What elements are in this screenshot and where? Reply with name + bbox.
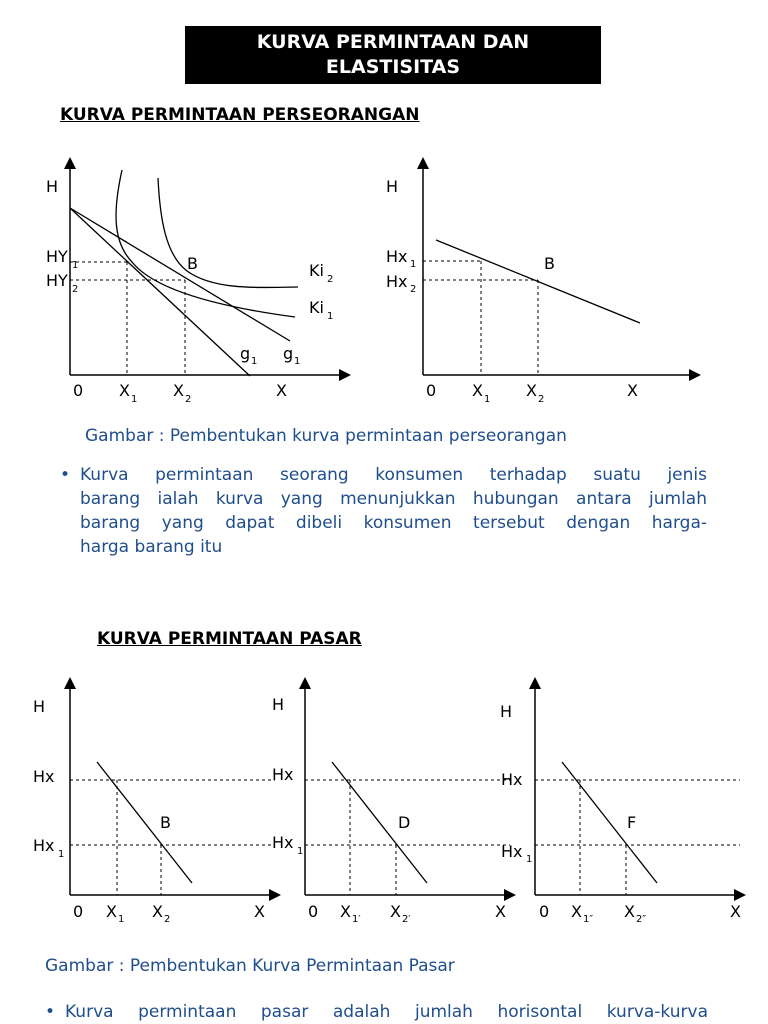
graph5-hx1-label: Hx xyxy=(501,842,523,861)
section2-caption: Gambar : Pembentukan Kurva Permintaan Pasar xyxy=(45,956,455,976)
graph2-hx2-sub: 2 xyxy=(410,284,417,295)
graph5 xyxy=(500,683,741,925)
graph3 xyxy=(33,683,275,925)
section1-bullet-line-1: Kurva permintaan seorang konsumen terhadap suatu jenis xyxy=(80,465,707,485)
graph3-x-label: X xyxy=(254,902,265,921)
graph5-point-f: F xyxy=(627,813,637,832)
section1-bullet-line-3: barang yang dapat dibeli konsumen tersebut dengan harga- xyxy=(80,513,707,533)
graph2-hx1-label: Hx xyxy=(386,247,408,266)
graph3-x1-sub: 1 xyxy=(118,914,125,925)
graph1-x2-sub: 2 xyxy=(185,394,192,405)
graph4-x1-sub: 1′ xyxy=(352,914,361,925)
graph4-hx1-sub: 1 xyxy=(297,846,304,857)
graph3-y-label: H xyxy=(33,697,46,716)
section1-bullet xyxy=(60,463,707,559)
graph2 xyxy=(386,163,695,405)
graph2-point-b: B xyxy=(544,254,555,273)
graph2-x2-label: X xyxy=(526,381,537,400)
graph1-origin: 0 xyxy=(73,381,84,400)
graph5-x2-sub: 2″ xyxy=(636,914,647,925)
graph5-origin: 0 xyxy=(539,902,550,921)
graph2-x1-label: X xyxy=(472,381,483,400)
section1-heading: KURVA PERMINTAAN PERSEORANGAN xyxy=(60,105,420,125)
graph1-indifference-ki1 xyxy=(116,170,295,317)
graph5-x-label: X xyxy=(730,902,741,921)
title-line-2: ELASTISITAS xyxy=(325,56,461,78)
graph1-indifference-ki2 xyxy=(158,178,298,287)
graph3-x1-label: X xyxy=(106,902,117,921)
bullet-dot-icon: • xyxy=(60,465,71,485)
graph2-x2-sub: 2 xyxy=(538,394,545,405)
title-line-1: KURVA PERMINTAAN DAN xyxy=(256,31,530,53)
graph1-g1b-label: g xyxy=(283,344,294,363)
graph3-x2-sub: 2 xyxy=(164,914,171,925)
graph3-hx1-sub: 1 xyxy=(58,849,65,860)
graph4-x2-label: X xyxy=(390,902,401,921)
section2-bullet xyxy=(45,1000,708,1024)
graph1-x-label: X xyxy=(276,381,287,400)
graph4 xyxy=(272,683,513,925)
graph5-hx-label: Hx xyxy=(501,770,523,789)
graph4-y-label: H xyxy=(272,695,285,714)
graph1-hy1-label: HY xyxy=(46,247,68,266)
graph3-hx1-label: Hx xyxy=(33,836,55,855)
graph1-ki2-sub: 2 xyxy=(327,274,334,285)
section2-bullet-line-1: Kurva permintaan pasar adalah jumlah horisontal kurva-kurva xyxy=(65,1002,708,1022)
graph4-hx1-label: Hx xyxy=(272,833,294,852)
graph2-x1-sub: 1 xyxy=(484,394,491,405)
graph2-y-label: H xyxy=(386,177,399,196)
graph3-origin: 0 xyxy=(73,902,84,921)
graph1-budget-line-1 xyxy=(70,208,250,376)
graph5-x2-label: X xyxy=(624,902,635,921)
graph2-hx1-sub: 1 xyxy=(410,259,417,270)
section1-caption: Gambar : Pembentukan kurva permintaan perseorangan xyxy=(85,426,567,446)
graph1-x1-label: X xyxy=(119,381,130,400)
section1-bullet-line-2: barang ialah kurva yang menunjukkan hubungan antara jumlah xyxy=(80,489,707,509)
graph4-origin: 0 xyxy=(308,902,319,921)
graph1-budget-line-2 xyxy=(70,208,290,341)
graph4-x2-sub: 2′ xyxy=(402,914,411,925)
graph1-hy1-sub: 1 xyxy=(72,260,79,271)
graph1-g1a-label: g xyxy=(240,344,251,363)
graph2-x-label: X xyxy=(627,381,638,400)
graph1-point-b: B xyxy=(187,254,198,273)
graph2-origin: 0 xyxy=(426,381,437,400)
graph1-ki2-label: Ki xyxy=(309,261,324,280)
section1-bullet-line-4: harga barang itu xyxy=(80,537,223,557)
graph1-hy2-label: HY xyxy=(46,271,68,290)
bullet-dot-icon: • xyxy=(45,1002,56,1022)
graph2-hx2-label: Hx xyxy=(386,272,408,291)
section2-heading: KURVA PERMINTAAN PASAR xyxy=(97,629,362,649)
graph4-x-label: X xyxy=(495,902,506,921)
graph1-x2-label: X xyxy=(173,381,184,400)
graph5-x1-label: X xyxy=(571,902,582,921)
graph4-hx-label: Hx xyxy=(272,765,294,784)
graph1-g1b-sub: 1 xyxy=(294,356,301,367)
graph4-point-d: D xyxy=(398,813,411,832)
graph5-x1-sub: 1″ xyxy=(583,914,594,925)
graph1-y-label: H xyxy=(46,177,59,196)
graph3-x2-label: X xyxy=(152,902,163,921)
graph1-hy2-sub: 2 xyxy=(72,284,79,295)
graph1-ki1-label: Ki xyxy=(309,298,324,317)
graph5-y-label: H xyxy=(500,702,513,721)
graph3-hx-label: Hx xyxy=(33,767,55,786)
graph5-hx1-sub: 1 xyxy=(526,854,533,865)
graph4-x1-label: X xyxy=(340,902,351,921)
graph1-g1a-sub: 1 xyxy=(251,356,258,367)
graph1 xyxy=(46,163,345,405)
graph3-point-b: B xyxy=(160,813,171,832)
graph1-ki1-sub: 1 xyxy=(327,311,334,322)
graph1-x1-sub: 1 xyxy=(131,394,138,405)
